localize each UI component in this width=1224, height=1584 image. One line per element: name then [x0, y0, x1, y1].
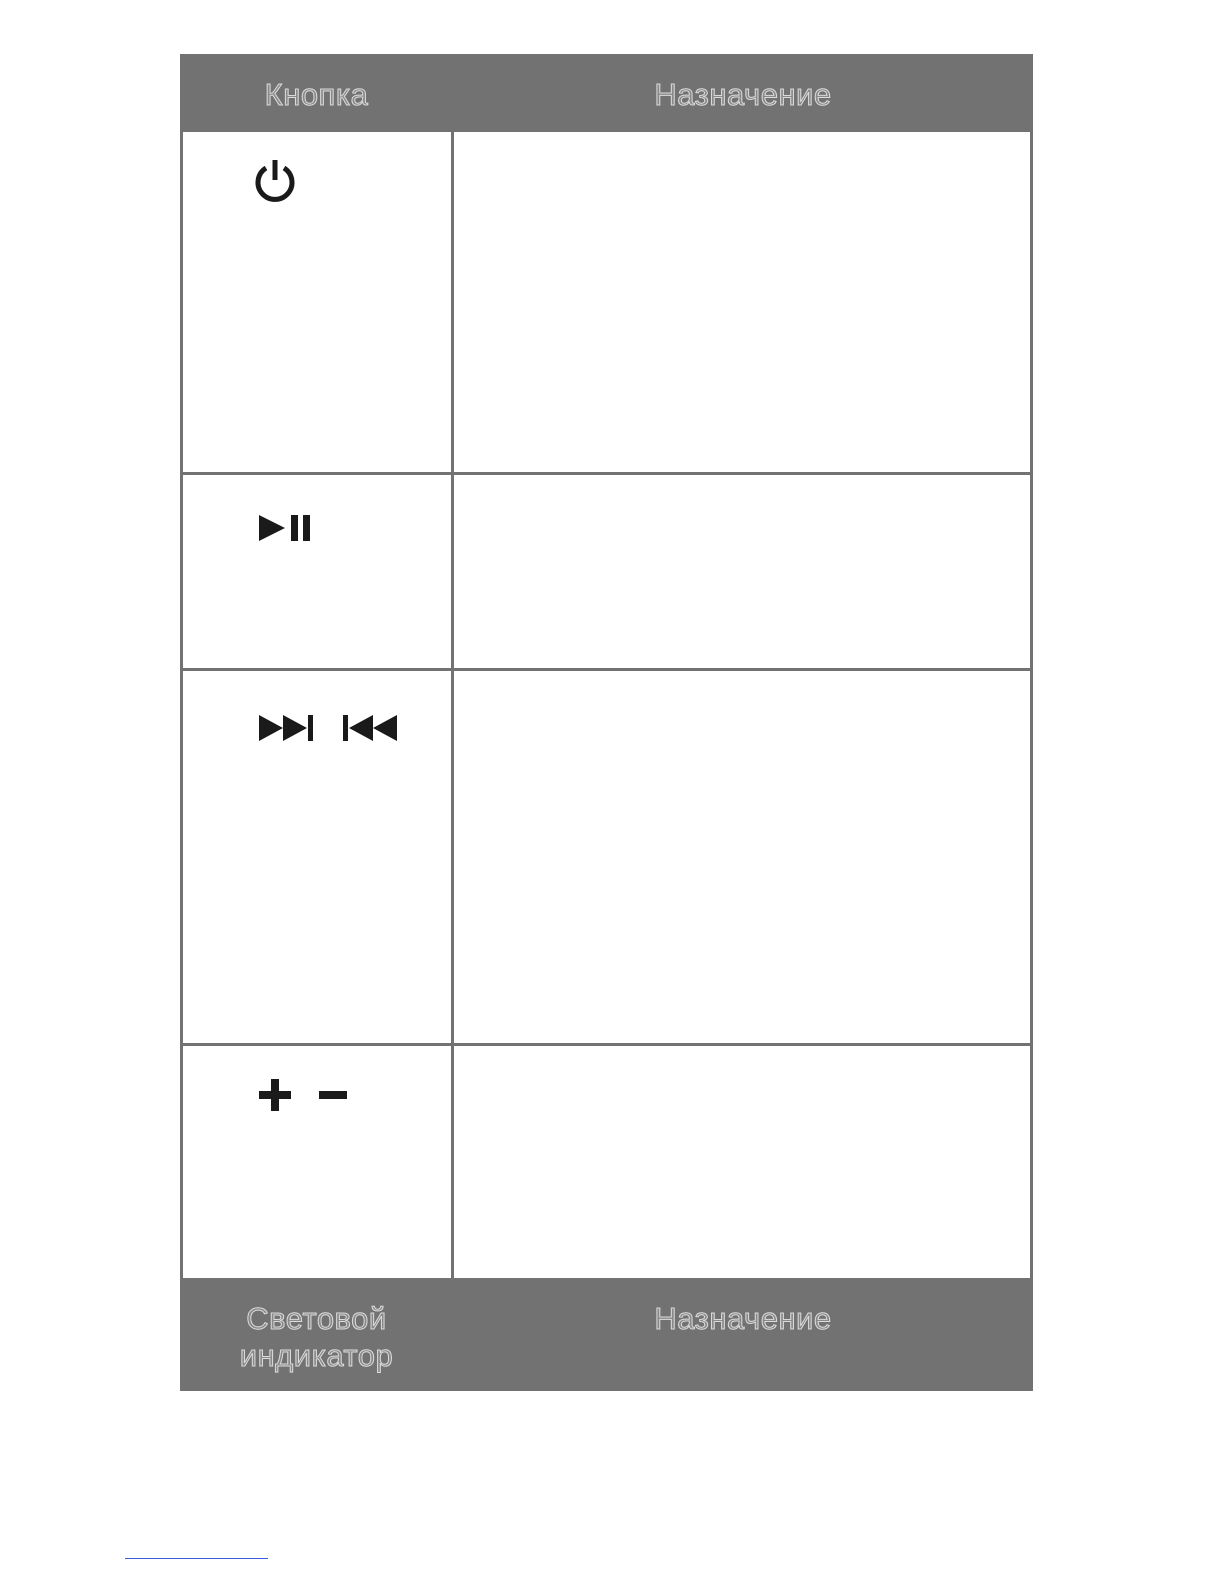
- button-cell: [180, 132, 454, 475]
- description-cell: [451, 475, 1033, 671]
- table-header: [180, 54, 1033, 132]
- play-pause-icon: [259, 513, 315, 543]
- controls-table: [180, 54, 1033, 1391]
- table-row: [180, 671, 1033, 1046]
- description-cell: [451, 671, 1033, 1046]
- button-cell: [180, 475, 454, 671]
- header-purpose-column: Назначение: [654, 1301, 832, 1336]
- header-indicator-line2: индикатор: [239, 1338, 394, 1373]
- minus-icon: [317, 1077, 349, 1113]
- footer-divider: [125, 1558, 268, 1559]
- description-cell: [451, 1046, 1033, 1278]
- header-indicator-line1: Световой: [246, 1301, 387, 1336]
- plus-icon: [257, 1077, 293, 1113]
- button-cell: [180, 1046, 454, 1278]
- header-indicator-column: [180, 1278, 453, 1374]
- table-row: [180, 132, 1033, 475]
- table-row: [180, 475, 1033, 671]
- description-cell: [451, 132, 1033, 475]
- header-button-column: Кнопка: [264, 77, 369, 112]
- power-icon: [251, 156, 299, 204]
- button-cell: [180, 671, 454, 1046]
- previous-track-icon: [341, 713, 399, 743]
- table-row: [180, 1046, 1033, 1278]
- next-track-icon: [259, 713, 317, 743]
- indicator-table-header: [180, 1278, 1033, 1391]
- header-purpose-column: Назначение: [654, 77, 832, 112]
